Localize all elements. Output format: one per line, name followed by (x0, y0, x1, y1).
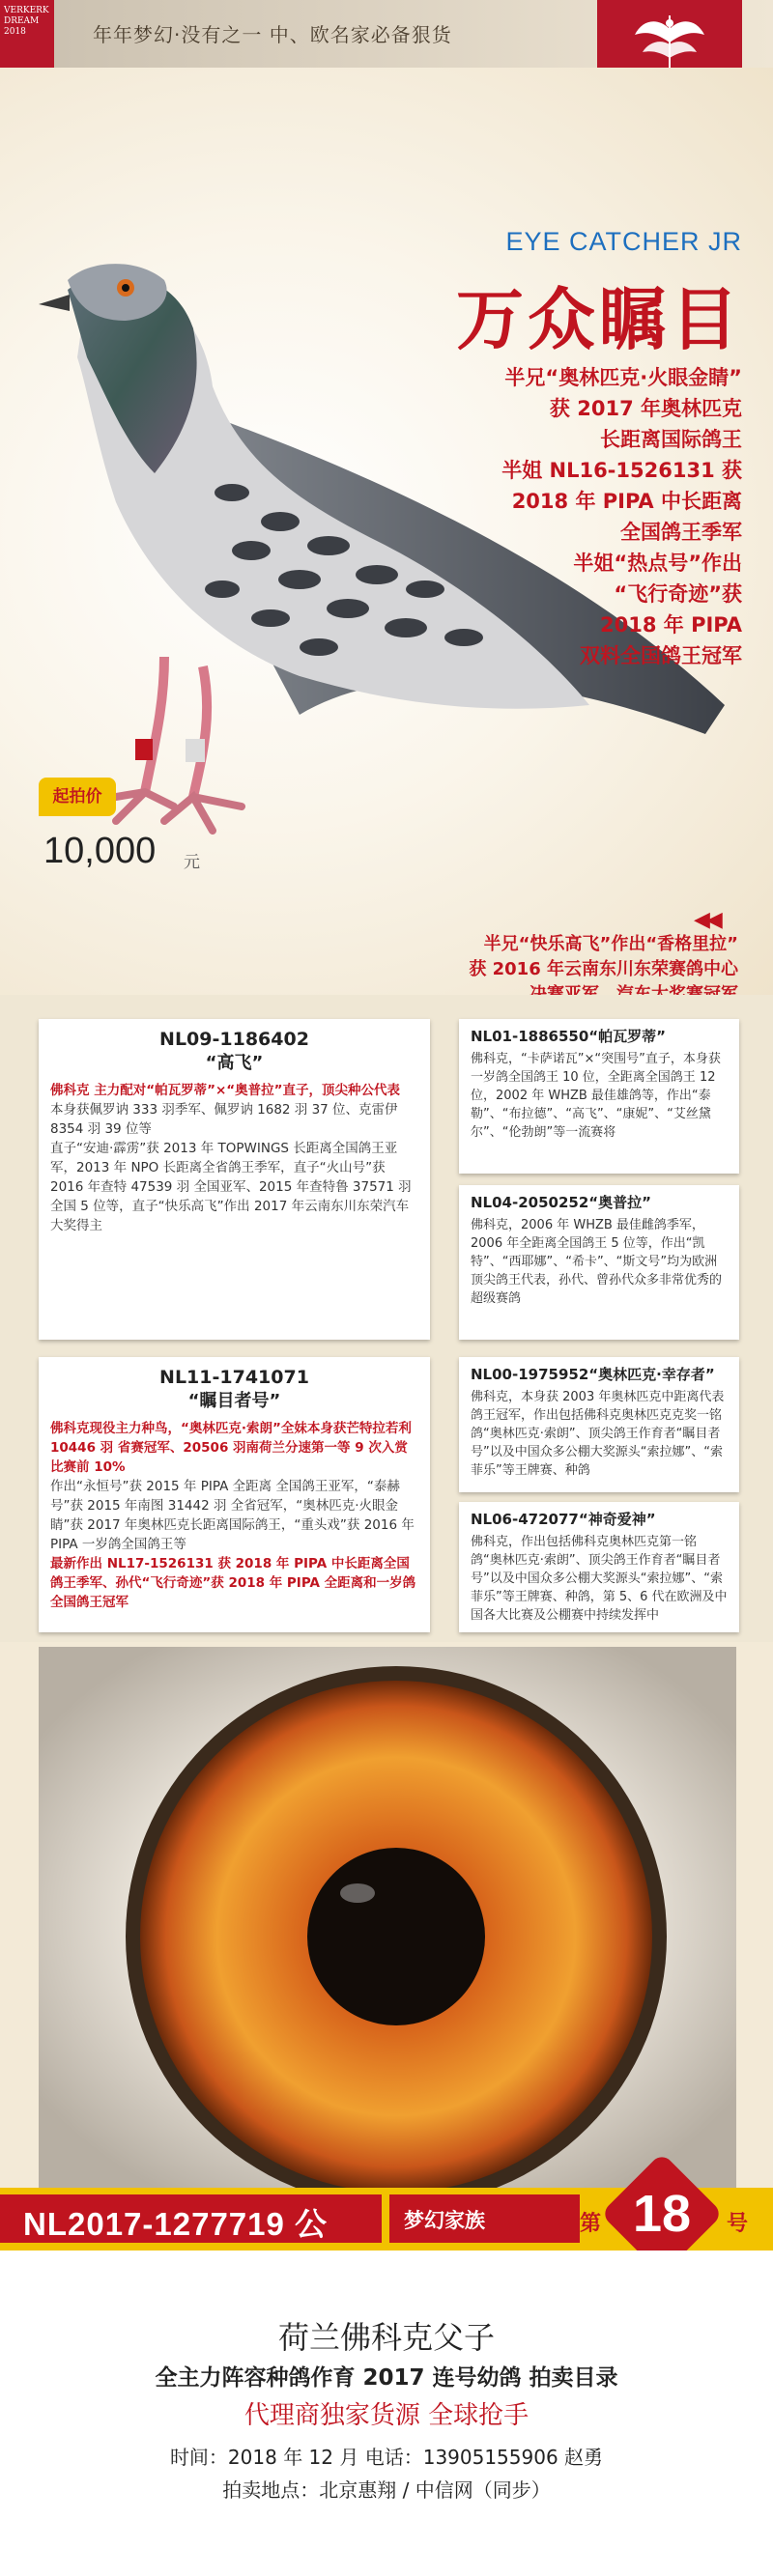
footer-tagline: 代理商独家货源 全球抢手 (243, 2401, 530, 2430)
card-body: 佛科克，“卡萨诺瓦”×“突围号”直子，本身获一岁鸽全国鸽王 10 位，全距离全国鸽王 12 位，2002 年 WHZB 最佳雄鸽等，作出“泰勒”、“布拉德”、“高飞”、“康妮”、“艾丝黛尔”、“伦勃朗”等一流赛将 (471, 1052, 721, 1140)
hero-description-line: 2018 年 PIPA (600, 613, 742, 637)
lot-prefix: 第 (580, 2212, 602, 2236)
card-nickname: “高飞” (205, 1053, 264, 1073)
family-label: 梦幻家族 (404, 2210, 485, 2232)
ring-divider (382, 2194, 389, 2243)
double-arrow-icon: ◀◀ (694, 908, 719, 932)
footer (0, 2250, 773, 2576)
card-ring-number: NL09-1186402 (159, 1029, 309, 1050)
card-title: NL04-2050252“奥普拉” (471, 1194, 651, 1211)
hero-description (501, 362, 742, 671)
card-highlight: 佛科克现役主力种鸟，“奥林匹克·索朗”全妹本身获芒特拉若利 10446 羽 省赛冠军、20506 羽南荷兰分速第一等 9 次入赏比赛前 10% (50, 1421, 412, 1475)
footer-contact: 时间：2018 年 12 月 电话：13905155906 赵勇 (169, 2446, 604, 2469)
pedigree-card-dam-dam (459, 1502, 739, 1632)
hero-description-line: 2018 年 PIPA 中长距离 (511, 490, 742, 513)
hero-title: 万众瞩目 (456, 280, 742, 359)
corner-badge-line: DREAM (4, 16, 40, 26)
price-label: 起拍价 (39, 778, 116, 816)
card-highlight-2: 最新作出 NL17-1526131 获 2018 年 PIPA 中长距离全国鸽王季军、孙代“飞行奇迹”获 2018 年 PIPA 全距离和一岁鸽全国鸽王冠军 (50, 1556, 416, 1610)
card-nickname: “瞩目者号” (187, 1391, 281, 1411)
pedigree-card-dam-sire (459, 1357, 739, 1492)
corner-badge (0, 0, 54, 68)
footer-venue: 拍卖地点：北京惠翔 / 中信网（同步） (222, 2478, 551, 2502)
hero-note-line: 获 2016 年云南东川东荣赛鸽中心 (469, 959, 738, 979)
corner-badge-line: 2018 (4, 27, 26, 37)
lot-number: 18 (632, 2185, 692, 2243)
hero-description-line: 获 2017 年奥林匹克 (549, 397, 742, 420)
corner-badge-line: VERKERK (4, 6, 49, 15)
hero-description-line: 半兄“奥林匹克·火眼金睛” (504, 366, 742, 389)
hero-description-line: 半姐“热点号”作出 (573, 552, 742, 575)
pedigree-card-sire-dam (459, 1185, 739, 1340)
eye-photo (39, 1647, 736, 2188)
card-body: 本身获佩罗讷 333 羽季军、佩罗讷 1682 羽 37 位、克雷伊 8354 羽 39 位等 直子“安迪·霹雳”获 2013 年 TOPWINGS 长距离全国鸽王亚军，2013 年 NPO 长距离全省鸽王季军，直子“火山号”获 2016 年查特 47539 羽 全国亚军、2015 年查特鲁 37571 羽 全国 5 位等，直子“快乐高飞”作出 2017 年云南东川东荣汽车大奖得主 (50, 1102, 412, 1233)
hero-description-line: “飞行奇迹”获 (614, 582, 742, 606)
slogan: 年年梦幻·没有之一 中、欧名家必备狠货 (93, 23, 452, 46)
footer-catalog: 全主力阵容种鸽作育 2017 连号幼鸽 拍卖目录 (155, 2365, 618, 2391)
card-title: NL06-472077“神奇爱神” (471, 1511, 656, 1528)
eye-illustration (39, 1647, 736, 2188)
hero-description-line: 双料全国鸽王冠军 (580, 644, 742, 667)
hero-description-line: 全国鸽王季军 (620, 521, 742, 544)
card-title: NL01-1886550“帕瓦罗蒂” (471, 1028, 666, 1045)
hero-note-line: 半兄“快乐高飞”作出“香格里拉” (483, 934, 738, 954)
card-body: 佛科克，本身获 2003 年奥林匹克中距离代表鸽王冠军，作出包括佛科克奥林匹克克奖一铭鸽“奥林匹克·索朗”、顶尖鸽王作育者“瞩目者号”以及中国众多公棚大奖源头“索拉娜”、“索菲乐”等王牌赛、种鸽 (471, 1390, 725, 1478)
pedigree-card-sire (39, 1019, 430, 1340)
card-body: 佛科克，作出包括佛科克奥林匹克第一铭鸽“奥林匹克·索朗”、顶尖鸽王作育者“瞩目者号”以及中国众多公棚大奖源头“索拉娜”、“索菲乐”等王牌赛、种鸽，第 5、6 代在欧洲及中国各大比赛及公棚赛中持续发挥中 (471, 1535, 728, 1623)
hero-subtitle: EYE CATCHER JR (505, 227, 742, 256)
ring-band-red (0, 2194, 580, 2243)
card-ring-number: NL11-1741071 (159, 1367, 309, 1388)
pedigree-section (0, 995, 773, 1642)
hero-description-line: 半姐 NL16-1526131 获 (501, 459, 742, 482)
ring-number: NL2017-1277719 公 (23, 2206, 329, 2242)
card-body: 作出“永恒号”获 2015 年 PIPA 全距离 全国鸽王亚军，“泰赫号”获 2015 年南图 31442 羽 全省冠军，“奥林匹克·火眼金睛”获 2017 年奥林匹克长距离国际鸽王，“重头戏”获 2016 年 PIPA 一岁鸽全国鸽王等 (50, 1479, 415, 1552)
pedigree-card-sire-sire (459, 1019, 739, 1174)
price-unit: 元 (184, 853, 200, 872)
card-body: 佛科克，2006 年 WHZB 最佳雌鸽季军，2006 年全距离全国鸽王 5 位等，作出“凯特”、“西耶娜”、“希卡”、“斯文号”均为欧洲顶尖鸽王代表，孙代、曾孙代众多非常优秀的超级赛鸽 (471, 1218, 723, 1306)
card-highlight: 佛科克 主力配对“帕瓦罗蒂”×“奥普拉”直子，顶尖种公代表 (50, 1083, 401, 1098)
pedigree-card-dam (39, 1357, 430, 1632)
lot-suffix: 号 (727, 2212, 749, 2236)
footer-company: 荷兰佛科克父子 (277, 2319, 495, 2356)
hero-description-line: 长距离国际鸽王 (600, 428, 742, 451)
hero-section (0, 68, 773, 995)
price-value: 10,000 (43, 831, 157, 871)
card-title: NL00-1975952“奥林匹克·幸存者” (471, 1366, 715, 1383)
